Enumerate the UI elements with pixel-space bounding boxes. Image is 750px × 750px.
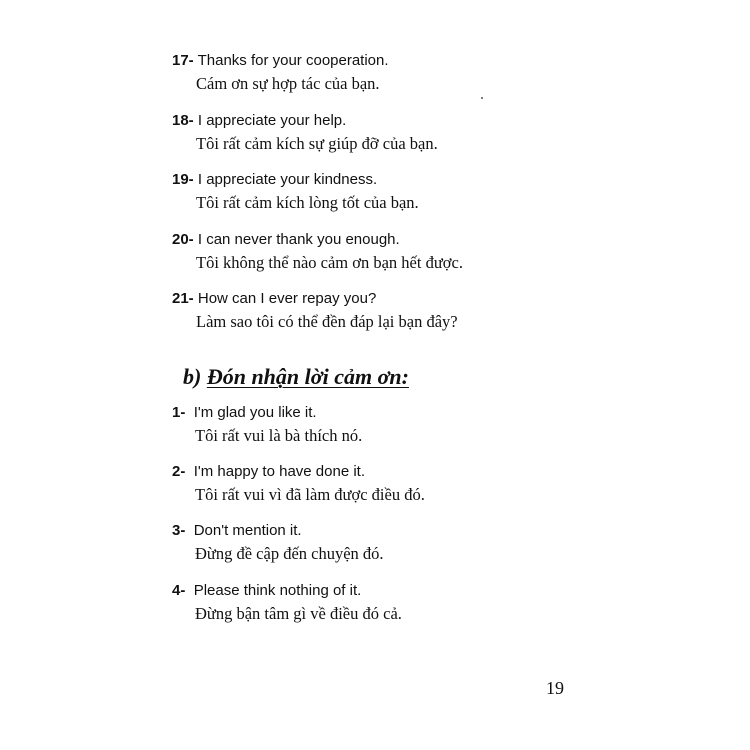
- phrase-entry-21: [172, 290, 692, 332]
- vietnamese-translation: Tôi rất cảm kích lòng tốt của bạn.: [196, 193, 419, 212]
- english-text: Don't mention it.: [193, 522, 302, 539]
- section-title: Đón nhận lời cảm ơn:: [206, 364, 409, 389]
- section-prefix: b): [183, 364, 202, 389]
- english-phrase: [172, 582, 692, 600]
- vietnamese-translation: Tôi rất cảm kích sự giúp đỡ của bạn.: [196, 134, 438, 153]
- english-phrase: [172, 404, 692, 422]
- english-phrase: [172, 171, 692, 189]
- english-text: I'm glad you like it.: [193, 404, 317, 421]
- phrase-number: 19-: [172, 171, 194, 188]
- phrase-entry-17: [172, 52, 692, 94]
- phrase-entry-4: [172, 582, 692, 624]
- phrase-entry-18: [172, 112, 692, 154]
- page-number: 19: [546, 678, 564, 698]
- english-phrase: [172, 52, 692, 70]
- phrase-number: 2-: [172, 463, 186, 480]
- vietnamese-translation: Tôi không thể nào cảm ơn bạn hết được.: [196, 253, 463, 272]
- english-text: I appreciate your kindness.: [197, 171, 378, 188]
- vietnamese-translation: Đừng đề cập đến chuyện đó.: [195, 544, 384, 563]
- english-phrase: [172, 522, 692, 540]
- vietnamese-translation: Tôi rất vui vì đã làm được điều đó.: [195, 485, 425, 504]
- english-phrase: [172, 112, 692, 130]
- vietnamese-translation: Đừng bận tâm gì về điều đó cả.: [195, 604, 402, 623]
- english-text: Thanks for your cooperation.: [197, 52, 389, 69]
- english-text: Please think nothing of it.: [193, 582, 362, 599]
- english-phrase: [172, 463, 692, 481]
- phrase-number: 20-: [172, 231, 194, 248]
- english-text: How can I ever repay you?: [197, 290, 377, 307]
- phrase-entry-19: [172, 171, 692, 213]
- english-phrase: [172, 290, 692, 308]
- phrase-entry-2: [172, 463, 692, 505]
- phrase-number: 18-: [172, 112, 194, 129]
- phrase-number: 3-: [172, 522, 186, 539]
- vietnamese-translation: Làm sao tôi có thể đền đáp lại bạn đây?: [196, 312, 458, 331]
- phrase-entry-20: [172, 231, 692, 273]
- section-heading: [183, 363, 409, 391]
- english-text: I can never thank you enough.: [197, 231, 400, 248]
- vietnamese-translation: Cám ơn sự hợp tác của bạn.: [196, 74, 380, 93]
- english-phrase: [172, 231, 692, 249]
- english-text: I appreciate your help.: [197, 112, 347, 129]
- print-speck: [481, 97, 483, 99]
- vietnamese-translation: Tôi rất vui là bà thích nó.: [195, 426, 363, 445]
- phrase-number: 1-: [172, 404, 186, 421]
- english-text: I'm happy to have done it.: [193, 463, 365, 480]
- phrase-number: 4-: [172, 582, 186, 599]
- phrase-entry-1: [172, 404, 692, 446]
- phrase-number: 21-: [172, 290, 194, 307]
- phrase-entry-3: [172, 522, 692, 564]
- phrase-number: 17-: [172, 52, 194, 69]
